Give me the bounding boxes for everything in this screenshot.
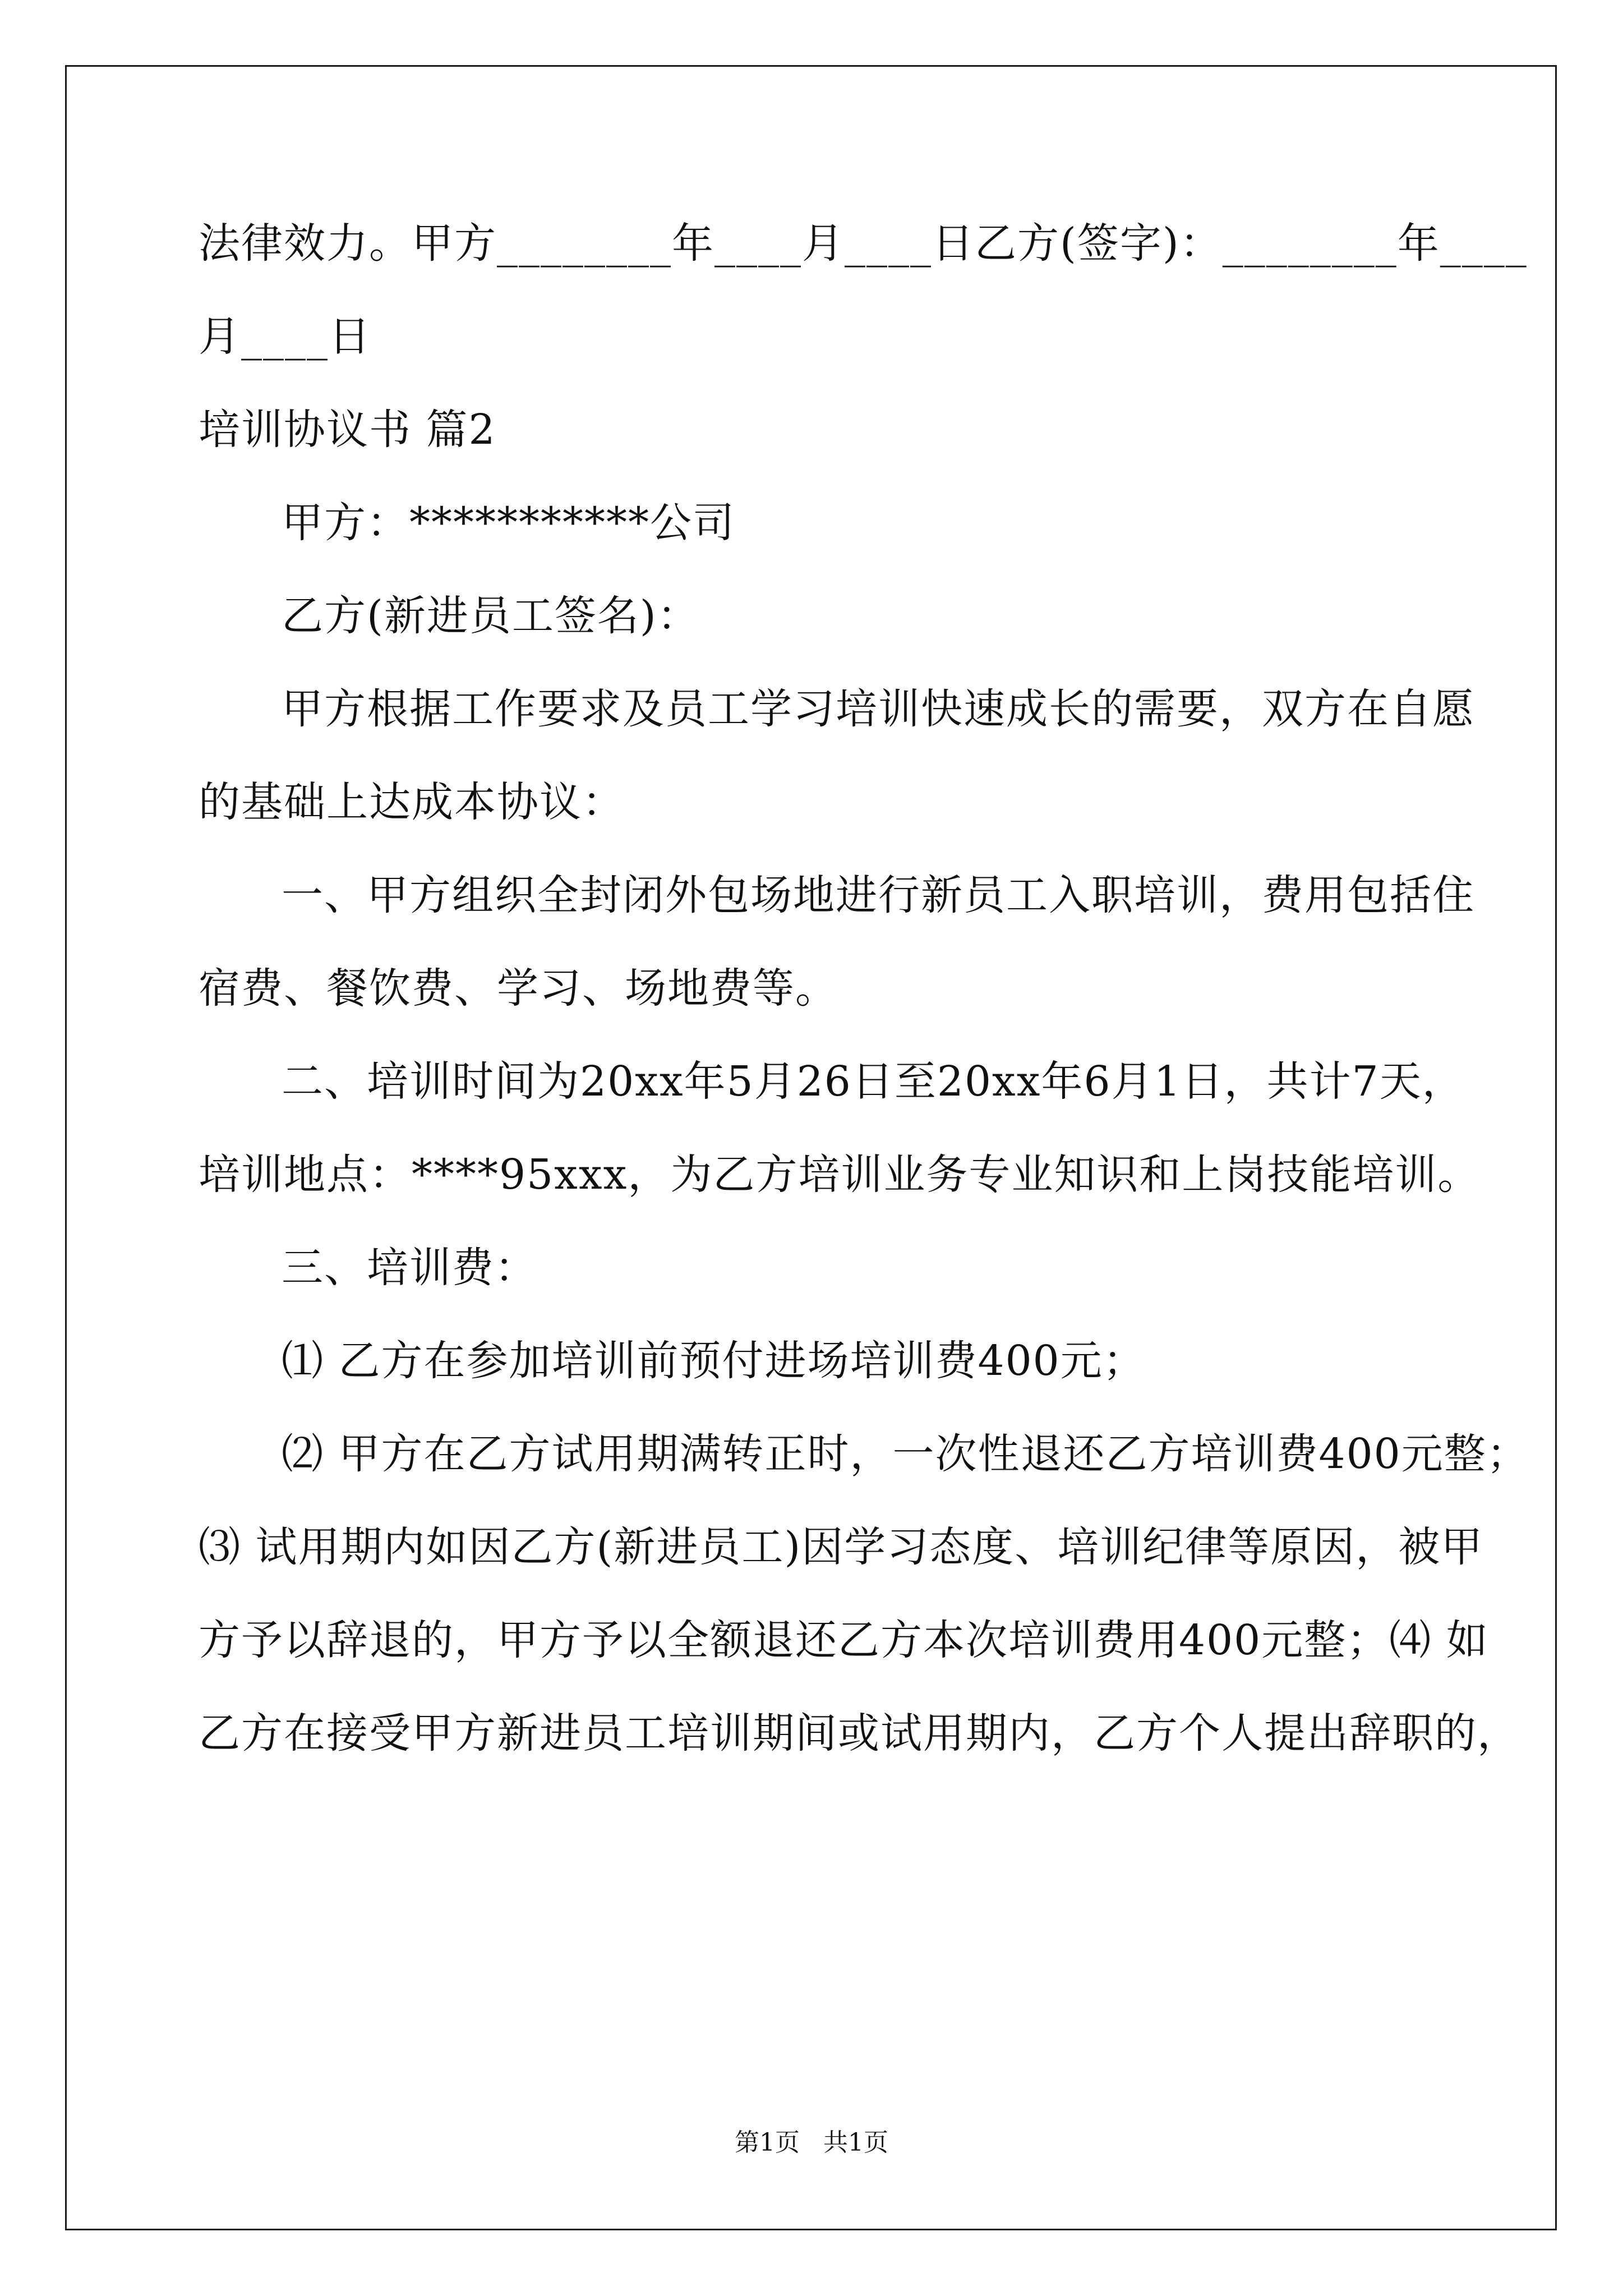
fee-item-2: ⑵ 甲方在乙方试用期满转正时，一次性退还乙方培训费400元整； (282, 1430, 1529, 1478)
text-line-1: 法律效力。甲方________年____月____日乙方(签字)：________年____ (199, 219, 1528, 268)
preamble-line-2: 的基础上达成本协议： (199, 778, 625, 826)
fee-item-3-line-1: ⑶ 试用期内如因乙方(新进员工)因学习态度、培训纪律等原因，被甲 (199, 1523, 1484, 1571)
clause-1-line-2: 宿费、餐饮费、学习、场地费等。 (199, 964, 838, 1013)
page-footer: 第1页 共1页 (735, 2128, 888, 2157)
preamble-line-1: 甲方根据工作要求及员工学习培训快速成长的需要，双方在自愿 (282, 685, 1475, 733)
section-heading: 培训协议书 篇2 (199, 406, 496, 454)
fee-item-4-line-1: 乙方在接受甲方新进员工培训期间或试用期内，乙方个人提出辞职的， (199, 1709, 1520, 1757)
clause-3-heading: 三、培训费： (282, 1244, 537, 1292)
clause-2-line-1: 二、培训时间为20xx年5月26日至20xx年6月1日，共计7天， (282, 1057, 1465, 1106)
text-line-2: 月____日 (199, 312, 371, 361)
clause-2-line-2: 培训地点：****95xxx，为乙方培训业务专业知识和上岗技能培训。 (199, 1151, 1481, 1199)
party-b-line: 乙方(新进员工签名)： (282, 592, 700, 640)
party-a-line: 甲方：***********公司 (282, 499, 735, 547)
clause-1-line-1: 一、甲方组织全封闭外包场地进行新员工入职培训，费用包括住 (282, 871, 1475, 919)
fee-item-1: ⑴ 乙方在参加培训前预付进场培训费400元； (282, 1337, 1146, 1385)
fee-item-3-line-2: 方予以辞退的，甲方予以全额退还乙方本次培训费用400元整；⑷ 如 (199, 1616, 1489, 1664)
